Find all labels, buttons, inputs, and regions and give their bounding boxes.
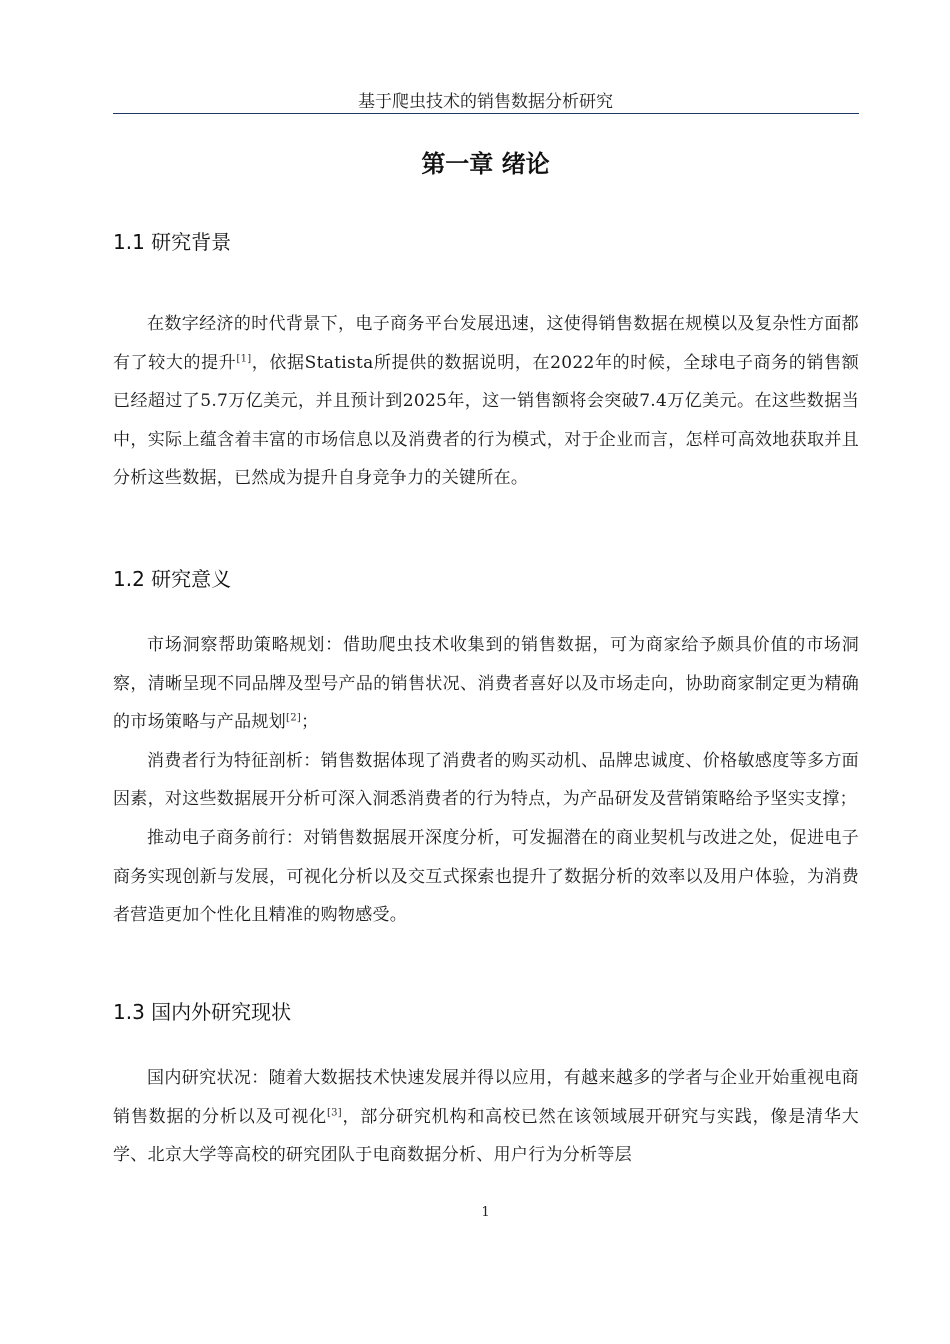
paragraph	[113, 626, 859, 742]
section-heading-1-1: 1.1 研究背景	[113, 230, 232, 254]
section-heading-1-3: 1.3 国内外研究现状	[113, 1000, 292, 1024]
section-body-1-1	[113, 305, 859, 498]
paragraph	[113, 819, 859, 935]
paragraph	[113, 1059, 859, 1175]
citation-marker: [2]	[286, 712, 302, 724]
paragraph	[113, 742, 859, 819]
chapter-title: 第一章 绪论	[421, 150, 550, 178]
citation-marker: [3]	[326, 1106, 343, 1118]
text-run: 市场洞察帮助策略规划：借助爬虫技术收集到的销售数据，可为商家给予颇具价值的市场洞察，清晰呈现不同品牌及型号产品的销售状况、消费者喜好以及市场走向，协助商家制定更为精确的市场策略与产品规划	[113, 635, 859, 733]
section-body-1-2	[113, 626, 859, 935]
text-run: ，部分研究机构和高校已然在该领域展开研究与实践，像是清华大学、北京大学等高校的研究团队于电商数据分析、用户行为分析等层	[113, 1106, 859, 1166]
text-run: ，依据Statista所提供的数据说明，在2022年的时候，全球电子商务的销售额已经超过了5.7万亿美元，并且预计到2025年，这一销售额将会突破7.4万亿美元。在这些数据当中，实际上蕴含着丰富的市场信息以及消费者的行为模式，对于企业而言，怎样可高效地获取并且分析这些数据，已然成为提升自身竞争力的关键所在。	[113, 352, 859, 489]
header-rule	[113, 113, 859, 114]
text-run: ；	[301, 712, 319, 733]
paragraph	[113, 305, 859, 498]
section-body-1-3	[113, 1059, 859, 1175]
citation-marker: [1]	[236, 352, 252, 364]
text-run: 消费者行为特征剖析：销售数据体现了消费者的购买动机、品牌忠诚度、价格敏感度等多方面因素，对这些数据展开分析可深入洞悉消费者的行为特点，为产品研发及营销策略给予坚实支撑；	[113, 750, 859, 810]
page-number: 1	[481, 1205, 490, 1220]
text-run: 国内研究状况：随着大数据技术快速发展并得以应用，有越来越多的学者与企业开始重视电商销售数据的分析以及可视化	[113, 1068, 859, 1127]
text-run: 在数字经济的时代背景下，电子商务平台发展迅速，这使得销售数据在规模以及复杂性方面都有了较大的提升	[113, 314, 859, 373]
running-header: 基于爬虫技术的销售数据分析研究	[358, 92, 613, 112]
section-heading-1-2: 1.2 研究意义	[113, 567, 232, 591]
text-run: 推动电子商务前行：对销售数据展开深度分析，可发掘潜在的商业契机与改进之处，促进电子商务实现创新与发展，可视化分析以及交互式探索也提升了数据分析的效率以及用户体验，为消费者营造更加个性化且精准的购物感受。	[113, 827, 859, 926]
